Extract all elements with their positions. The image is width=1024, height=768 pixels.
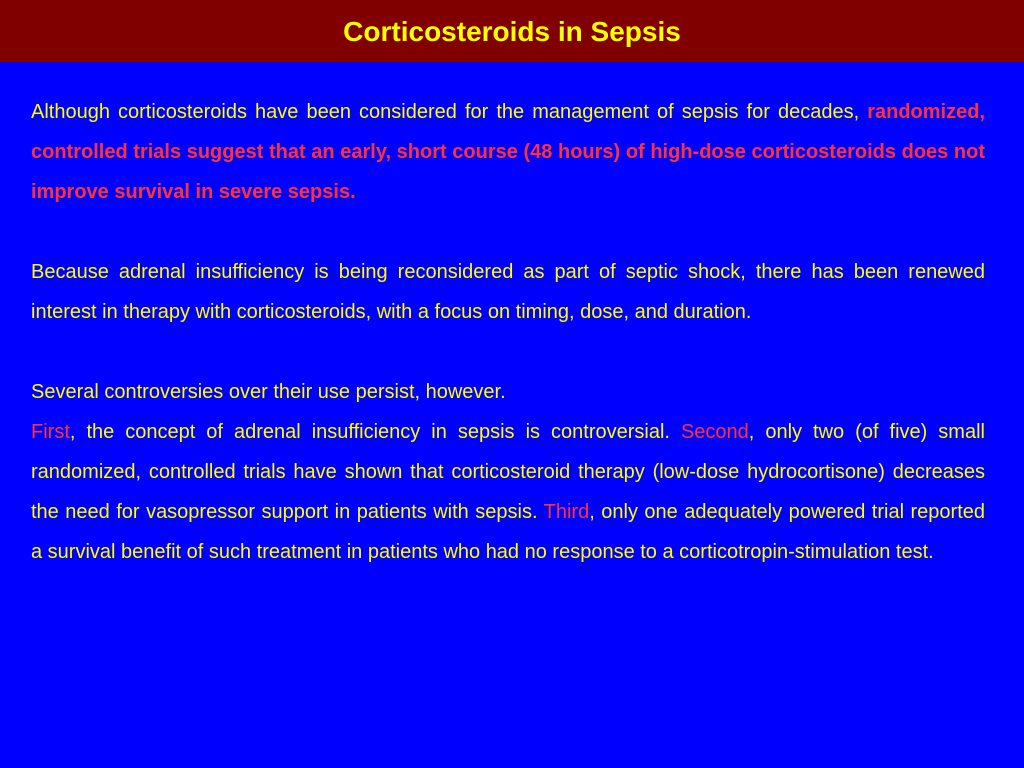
paragraph-4 — [31, 412, 985, 572]
slide-title: Corticosteroids in Sepsis — [343, 16, 681, 47]
spacer — [31, 212, 985, 252]
title-bar — [0, 0, 1024, 62]
paragraph-1-highlight: randomized, controlled trials suggest that an early, short course (48 hours) of high-dose corticosteroids does not improve survival in severe sepsis. — [31, 101, 985, 203]
second-text: , only two (of five) small randomized, controlled trials have shown that corticosteroid therapy (low-dose hydrocortisone) decreases the need for vasopressor support in patients with sepsis. — [31, 421, 985, 523]
first-label: First — [31, 421, 70, 443]
third-label: Third — [543, 501, 590, 523]
paragraph-2: Because adrenal insufficiency is being reconsidered as part of septic shock, there has been renewed interest in therapy with corticosteroids, with a focus on timing, dose, and duration. — [31, 261, 985, 323]
third-text: , only one adequately powered trial reported a survival benefit of such treatment in patients who had no response to a corticotropin-stimulation test. — [31, 501, 985, 563]
second-label: Second — [680, 421, 749, 443]
spacer — [31, 332, 985, 372]
paragraph-1-text: Although corticosteroids have been considered for the management of sepsis for decades, — [31, 101, 868, 123]
slide-body — [31, 92, 985, 572]
paragraph-1 — [31, 92, 985, 212]
paragraph-3: Several controversies over their use persist, however. — [31, 381, 506, 403]
first-text: , the concept of adrenal insufficiency in sepsis is controversial. — [69, 421, 681, 443]
